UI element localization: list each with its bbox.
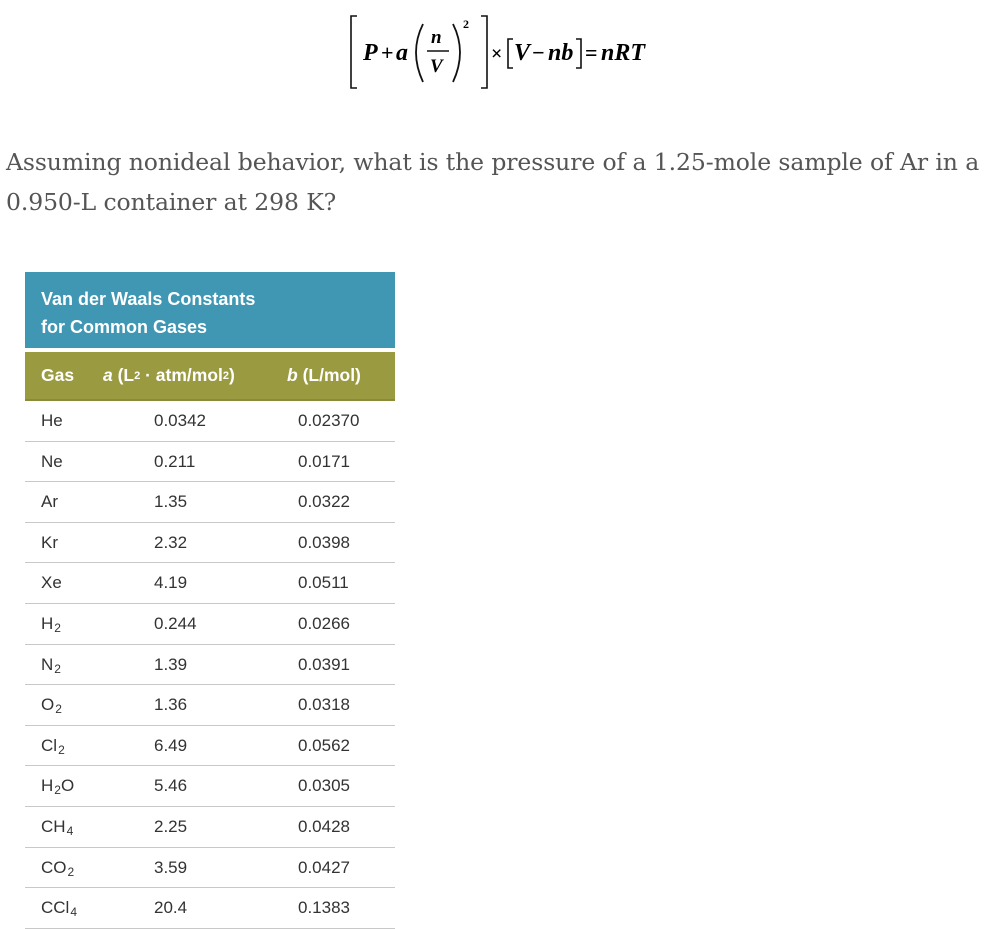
header-a <box>103 365 235 386</box>
question-line-2: 0.950-L container at 298 K? <box>6 188 337 216</box>
left-paren <box>416 24 423 82</box>
eq-rhs: nRT <box>601 40 646 66</box>
cell-a: 2.32 <box>154 532 188 552</box>
table-row <box>25 685 395 726</box>
cell-gas <box>41 695 62 715</box>
header-a-exp-2: 2 <box>222 370 230 382</box>
eq-nb: nb <box>548 40 574 66</box>
gas-formula: Kr <box>41 532 58 552</box>
table-row <box>25 645 395 686</box>
cell-gas <box>41 452 63 472</box>
table-row <box>25 482 395 523</box>
cell-a: 20.4 <box>154 898 188 918</box>
cell-gas <box>41 533 58 553</box>
eq-P: P <box>363 40 378 66</box>
gas-subscript: 2 <box>58 742 65 757</box>
gas-formula: Cl <box>41 735 58 755</box>
table-row <box>25 401 395 442</box>
cell-gas <box>41 898 77 918</box>
table-title-line-2: for Common Gases <box>41 317 208 337</box>
cell-gas <box>41 655 61 675</box>
cell-b: 0.0511 <box>298 573 349 593</box>
van-der-waals-equation <box>345 10 685 92</box>
gas-subscript: 2 <box>54 783 61 798</box>
eq-a: a <box>396 40 408 66</box>
eq-V: V <box>430 56 443 77</box>
van-der-waals-table <box>25 272 395 929</box>
cell-gas <box>41 614 61 634</box>
cell-gas <box>41 858 74 878</box>
cell-b: 0.02370 <box>298 411 360 430</box>
cell-a: 5.46 <box>154 776 188 796</box>
header-a-unit-open: (L <box>112 365 135 385</box>
gas-formula: CCl <box>41 898 70 918</box>
header-a-unit-close: ) <box>229 365 235 385</box>
right-paren <box>453 24 460 82</box>
gas-formula: H <box>41 776 54 796</box>
cell-a: 1.35 <box>154 492 188 512</box>
cell-gas <box>41 817 73 837</box>
cell-b: 0.0322 <box>298 492 350 512</box>
table-row <box>25 888 395 929</box>
table-row <box>25 766 395 807</box>
header-a-exp-1: 2 <box>134 370 141 382</box>
header-b-symbol: b <box>287 365 298 385</box>
eq-V2: V <box>514 40 531 66</box>
left-bracket <box>351 16 357 88</box>
gas-formula: H <box>41 613 54 633</box>
table-row <box>25 563 395 604</box>
eq-times: × <box>491 43 503 65</box>
cell-gas <box>41 411 63 431</box>
header-gas: Gas <box>41 365 75 385</box>
gas-subscript: 4 <box>70 905 78 920</box>
table-body <box>25 401 395 929</box>
table-title-line-1: Van der Waals Constants <box>41 289 256 309</box>
table-row <box>25 604 395 645</box>
cell-a: 2.25 <box>154 816 188 836</box>
gas-subscript: 2 <box>54 620 61 635</box>
question-line-1: Assuming nonideal behavior, what is the pressure of a 1.25-mole sample of Ar in a <box>6 148 980 176</box>
left-bracket-2 <box>508 39 513 68</box>
cell-gas <box>41 573 62 593</box>
table-header-row <box>25 352 395 401</box>
cell-b: 0.0318 <box>298 695 350 715</box>
cell-a: 1.36 <box>154 695 188 715</box>
gas-subscript: 2 <box>54 661 61 676</box>
cell-b: 0.0398 <box>298 532 350 552</box>
gas-formula: CH <box>41 816 66 836</box>
eq-minus: − <box>532 40 545 65</box>
eq-plus: + <box>381 40 394 65</box>
gas-formula: Ne <box>41 451 63 471</box>
gas-subscript: 2 <box>55 702 62 717</box>
cell-b: 0.0391 <box>298 654 350 674</box>
cell-a: 0.244 <box>154 613 197 633</box>
cell-b: 0.0171 <box>298 451 350 471</box>
cell-a: 3.59 <box>154 857 188 877</box>
cell-b: 0.1383 <box>298 898 350 918</box>
cell-a: 4.19 <box>154 573 188 593</box>
cell-b: 0.0305 <box>298 776 350 796</box>
header-b-unit: (L/mol) <box>297 365 361 385</box>
gas-formula-tail: O <box>60 776 75 796</box>
table-title <box>25 272 395 348</box>
gas-formula: CO <box>41 857 67 877</box>
gas-subscript: 2 <box>67 864 75 879</box>
table-row <box>25 848 395 889</box>
gas-formula: N <box>41 654 54 674</box>
cell-gas <box>41 492 58 512</box>
question-text <box>6 142 996 222</box>
table-row <box>25 807 395 848</box>
right-bracket <box>481 16 487 88</box>
cell-a: 1.39 <box>154 654 188 674</box>
eq-exponent: 2 <box>463 17 469 31</box>
cell-b: 0.0266 <box>298 613 350 633</box>
table-row <box>25 442 395 483</box>
header-b <box>287 365 361 386</box>
cell-a: 0.0342 <box>154 411 206 430</box>
gas-formula: He <box>41 411 63 430</box>
gas-formula: O <box>41 695 55 715</box>
cell-a: 6.49 <box>154 735 188 755</box>
header-a-symbol: a <box>103 365 113 385</box>
eq-n: n <box>431 27 442 48</box>
cell-gas <box>41 776 74 796</box>
right-bracket-2 <box>576 39 581 68</box>
cell-b: 0.0428 <box>298 816 350 836</box>
cell-a: 0.211 <box>154 451 196 471</box>
header-a-unit-mid: · atm/mol <box>140 365 223 385</box>
cell-b: 0.0427 <box>298 857 350 877</box>
table-row <box>25 523 395 564</box>
table-row <box>25 726 395 767</box>
cell-b: 0.0562 <box>298 735 350 755</box>
gas-formula: Ar <box>41 492 58 512</box>
cell-gas <box>41 736 65 756</box>
eq-equals: = <box>585 40 598 65</box>
gas-formula: Xe <box>41 573 62 593</box>
gas-subscript: 4 <box>66 823 74 838</box>
